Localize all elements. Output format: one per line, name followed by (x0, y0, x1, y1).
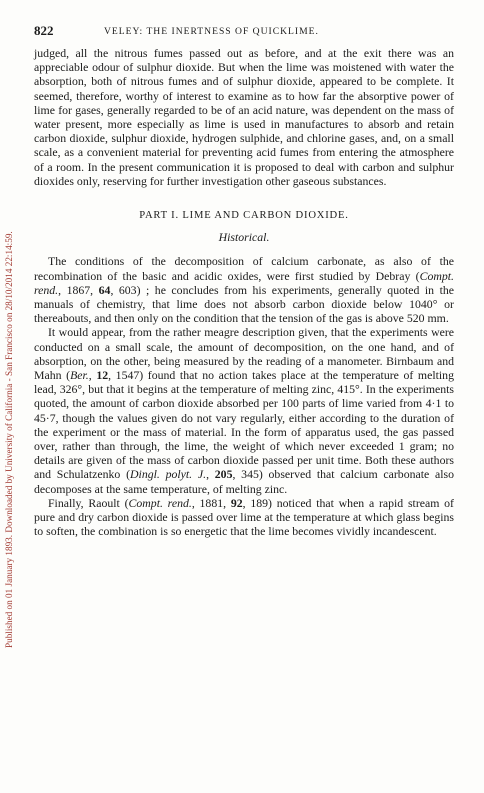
text-run: Finally, Raoult ( (48, 495, 129, 510)
citation-journal: Ber. (70, 368, 89, 383)
download-watermark: Published on 01 January 1893. Downloaded by University of California - San Francisco on 28/10/2014 22:14:59. (4, 231, 14, 648)
text-run: , 345) observed that calcium carbonate also decomposes at the same temperature, of melting zinc. (34, 467, 454, 496)
citation-journal: Compt. rend. (34, 268, 454, 297)
page-header (34, 24, 454, 40)
citation-journal: Dingl. polyt. J. (130, 467, 207, 482)
page-number: 822 (34, 23, 54, 38)
citation-volume: 205 (214, 467, 233, 482)
citation-journal: Compt. rend. (128, 495, 192, 510)
section-title: PART I. LIME AND CARBON DIOXIDE. (139, 210, 349, 222)
text-run: , 189) noticed that when a rapid stream of pure and dry carbon dioxide is passed over lime at the temperature at which glass begins to soften, the combination is so energetic that the lime becomes vividly incandescent. (34, 495, 454, 539)
citation-volume: 64 (98, 282, 111, 297)
text-run: , 1881, (191, 495, 231, 510)
text-run: , 1547) found that no action takes place at the temperature of melting lead, 326°, but that it begins at the temperature of melting zinc, 415°. In the experiments quoted, the amount of carbon dioxide absorbed per 100 parts of lime varied from 4·1 to 45·7, though the values given do not vary regularly, either according to the duration of the experiment or the mass of material. In the form of apparatus used, the gas passed over, rather than through, the lime, the weight of which never exceeded 1 gram; no details are given of the mass of carbon dioxide passed per unit time. Both these authors and Schulatzenko ( (34, 368, 454, 482)
running-head: VELEY: THE INERTNESS OF QUICKLIME. (104, 26, 319, 37)
citation-volume: 92 (230, 495, 243, 510)
text-run: , 603) ; he concludes from his experiments, generally quoted in the manuals of chemistry, that lime does not absorb carbon dioxide below 1040° or thereabouts, and then only on the condition that the tension of the gas is above 520 mm. (34, 282, 454, 326)
citation-volume: 12 (96, 368, 109, 383)
subheading: Historical. (218, 230, 270, 245)
paragraph-debray (34, 254, 454, 325)
paragraph-raoult (34, 496, 454, 539)
paragraph-birnbaum-mahn (34, 325, 454, 495)
text-run: , (206, 467, 215, 482)
text-run: The conditions of the decomposition of calcium carbonate, as also of the recombination of the basic and acidic oxides, were first studied by Debray ( (34, 254, 454, 283)
paragraph-continuation: judged, all the nitrous fumes passed out as before, and at the exit there was an appreciable odour of sulphur dioxide. But when the lime was moistened with water the absorption, both of nitrous fumes and of sulphur dioxide, appeared to be complete. It seemed, therefore, worthy of interest to examine as to how far the absorptive power of lime for gases, generally regarded to be of an acid nature, was dependent on the mass of water present, more especially as lime is used in manufactures to absorb and retain carbon dioxide, sulphur dioxide, hydrogen sulphide, and chlorine gases, and, on a small scale, as a convenient material for preventing acid fumes from entering the atmosphere of a room. In the present communication it is proposed to deal with carbon and sulphur dioxides only, reserving for further investigation other gaseous substances. (34, 46, 454, 188)
text-run: , 1867, (58, 282, 99, 297)
text-run: It would appear, from the rather meagre description given, that the experiments were conducted on a small scale, the amount of decomposition, on the one hand, and of absorption, on the other, being measured by the reading of a manometer. Birnbaum and Mahn ( (34, 325, 454, 383)
journal-page (34, 24, 454, 539)
text-run: , (88, 368, 97, 383)
